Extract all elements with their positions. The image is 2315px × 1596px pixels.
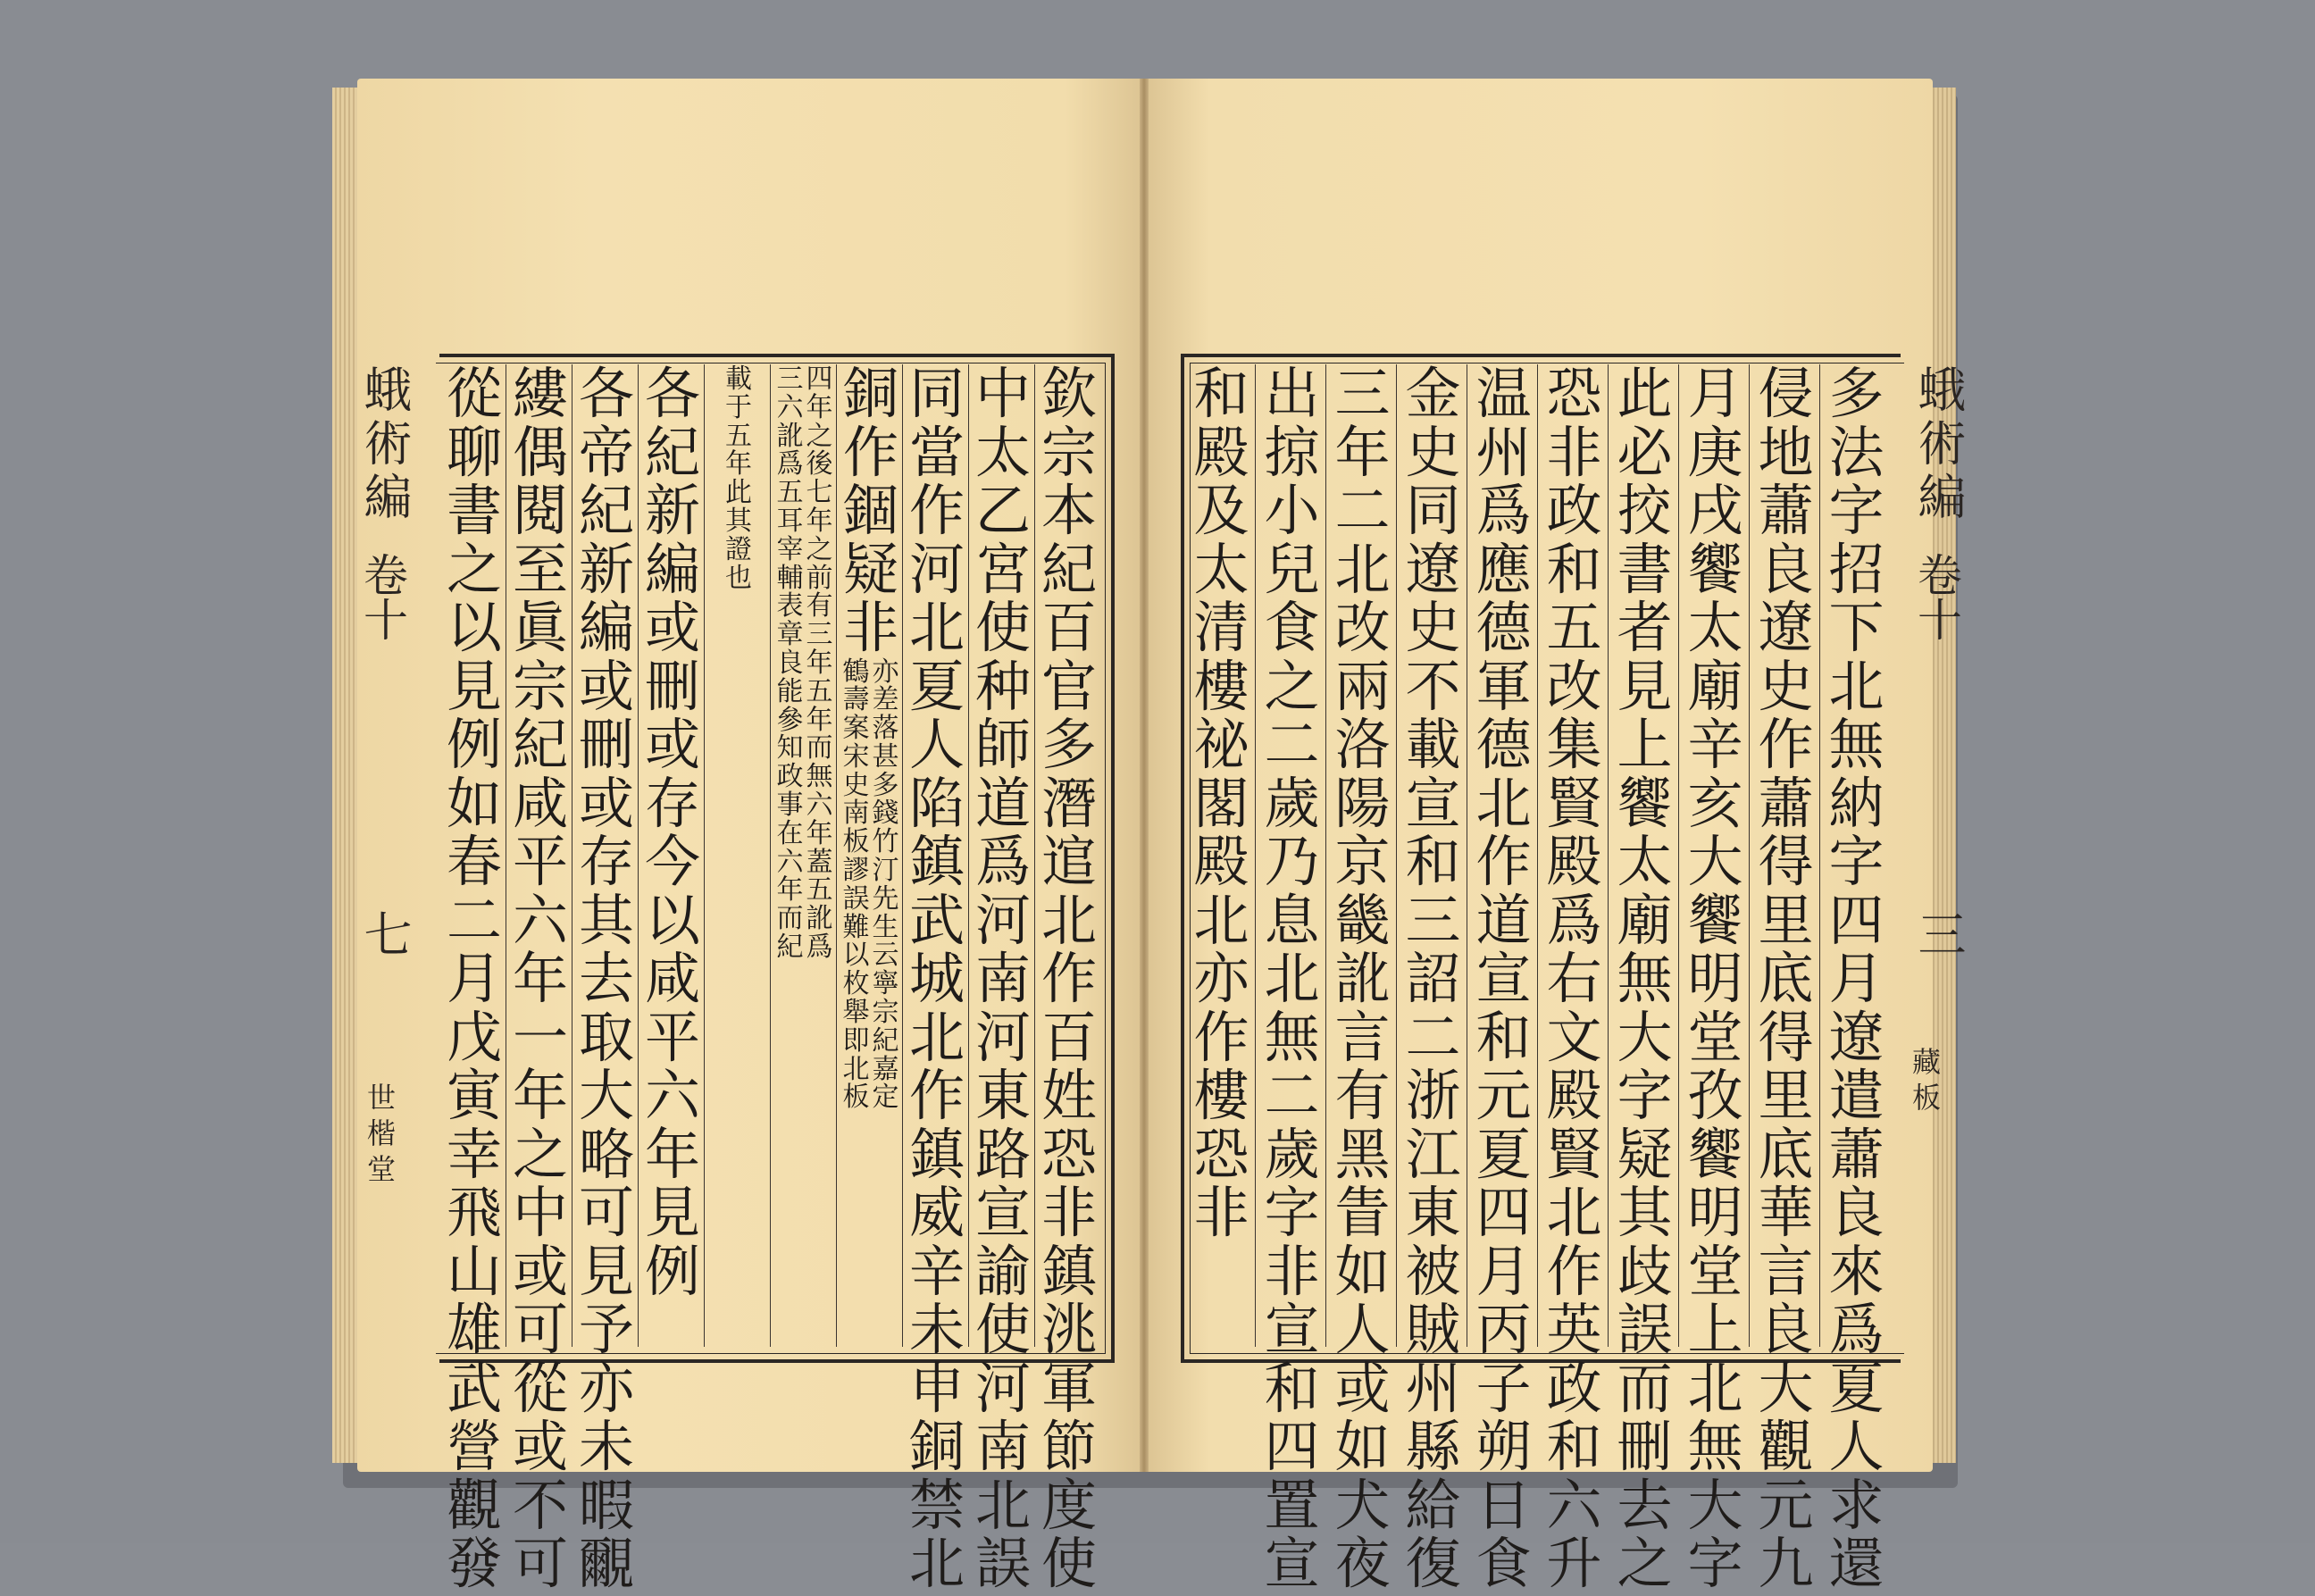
right-column-rule: [1396, 364, 1397, 1347]
left-text-block: [439, 354, 1115, 1596]
left-column-7: 各 紀 新 編 或 刪 或 存 今 以 咸 平 六 年 見 例: [644, 361, 700, 1304]
left-folio: 七: [356, 909, 413, 957]
right-column-7: 金 史 同 遼 史 不 載 宣 和 三 詔 二 浙 江 東 被 賊 州 縣 給 復: [1405, 361, 1461, 1596]
right-column-rule: [1678, 364, 1679, 1347]
right-text-block: [1181, 354, 1901, 1596]
left-column-4-note-1: 亦 差 落 甚 多 錢 竹 汀 先 生 云 寧 宗 紀 嘉 定: [872, 656, 899, 1114]
left-column-2: 中 太 乙 宮 使 种 師 道 爲 河 南 河 東 路 宣 諭 使 河 南 北 誤: [974, 361, 1031, 1596]
left-edge-strip: [350, 364, 413, 1190]
right-column-5: 恐 非 政 和 五 改 集 賢 殿 爲 右 文 殿 賢 北 作 英 政 和 六 升: [1546, 361, 1602, 1596]
left-column-10: 從 聊 書 之 以 見 例 如 春 二 月 戊 寅 幸 飛 山 雄 武 營 觀 發: [446, 361, 502, 1596]
right-column-1: 多 法 字 招 下 北 無 納 字 四 月 遼 遣 蕭 良 來 爲 夏 人 求 還: [1828, 361, 1885, 1596]
left-column-rule: [638, 364, 639, 1347]
left-column-5-note-2: 三 六 訛 爲 五 耳 宰 輔 表 章 良 能 參 知 政 事 在 六 年 而 紀: [776, 363, 804, 963]
left-publisher: 世楷堂: [363, 1082, 397, 1190]
right-column-3: 月 庚 戌 饗 太 廟 辛 亥 大 饗 明 堂 孜 饗 明 堂 上 北 無 大 字: [1687, 361, 1743, 1596]
left-edge-chapter: 卷十: [356, 552, 408, 641]
right-column-rule: [1325, 364, 1326, 1347]
left-column-4: 銅 作 錮 疑 非: [842, 361, 898, 660]
open-book: [332, 79, 1967, 1596]
left-column-4-note-2: 鶴 壽 案 宋 史 南 板 謬 誤 難 以 枚 舉 即 北 板: [842, 656, 870, 1114]
left-column-rule: [836, 364, 837, 1347]
left-edge-title: 蛾術編: [356, 364, 413, 525]
left-column-rule: [902, 364, 903, 1347]
right-column-rule: [1749, 364, 1750, 1347]
right-column-6: 温 州 爲 應 德 軍 德 北 作 道 宣 和 元 夏 四 月 丙 子 朔 日 食: [1475, 361, 1532, 1596]
right-column-rule: [1255, 364, 1256, 1347]
book-gutter: [1140, 79, 1149, 1472]
left-column-8: 各 帝 紀 新 編 或 刪 或 存 其 去 取 大 略 可 見 予 亦 未 暇 覼: [578, 361, 634, 1596]
right-column-rule: [1608, 364, 1609, 1347]
left-column-rule: [704, 364, 705, 1347]
right-column-10: 和 殿 及 太 清 樓 祕 閣 殿 北 亦 作 樓 恐 非: [1193, 361, 1249, 1245]
right-edge-title: 蛾術編: [1910, 364, 1967, 525]
right-folio: 三: [1910, 909, 1967, 957]
right-edge-strip: [1904, 364, 1967, 1118]
left-column-9: 縷 偶 閱 至 眞 宗 紀 咸 平 六 年 一 年 之 中 或 可 從 或 不 可: [512, 361, 568, 1596]
right-column-8: 三 年 二 北 改 兩 洛 陽 京 畿 訛 言 有 黑 眚 如 人 或 如 犬 夜: [1334, 361, 1391, 1596]
left-column-rule: [1034, 364, 1035, 1347]
right-column-9: 出 掠 小 兒 食 之 二 歲 乃 息 北 無 二 歲 字 非 宣 和 四 置 宣: [1264, 361, 1320, 1596]
right-column-rule: [1819, 364, 1820, 1347]
right-column-4: 此 必 挍 書 者 見 上 饗 太 廟 無 大 字 疑 其 歧 誤 而 刪 去 之: [1617, 361, 1673, 1596]
right-edge-chapter: 卷十: [1910, 552, 1962, 641]
left-column-3: 同 當 作 河 北 夏 人 陷 鎮 武 城 北 作 鎮 威 辛 未 申 銅 禁 北: [908, 361, 965, 1596]
left-column-5-note-1: 四 年 之 後 七 年 之 前 有 三 年 五 年 而 無 六 年 蓋 五 訛 爲: [806, 363, 833, 963]
right-publisher: 藏板: [1908, 1047, 1942, 1118]
left-column-1: 欽 宗 本 紀 百 官 多 潛 逭 北 作 百 姓 恐 非 鎮 洮 軍 節 度 使: [1040, 361, 1097, 1596]
left-column-rule: [770, 364, 771, 1347]
left-column-rule: [968, 364, 969, 1347]
left-column-6: 載 于 五 年 此 其 證 也: [725, 363, 752, 594]
right-column-2: 侵 地 蕭 良 遼 史 作 蕭 得 里 底 得 里 底 華 言 良 大 觀 元 九: [1758, 361, 1814, 1596]
right-column-rule: [1537, 364, 1538, 1347]
